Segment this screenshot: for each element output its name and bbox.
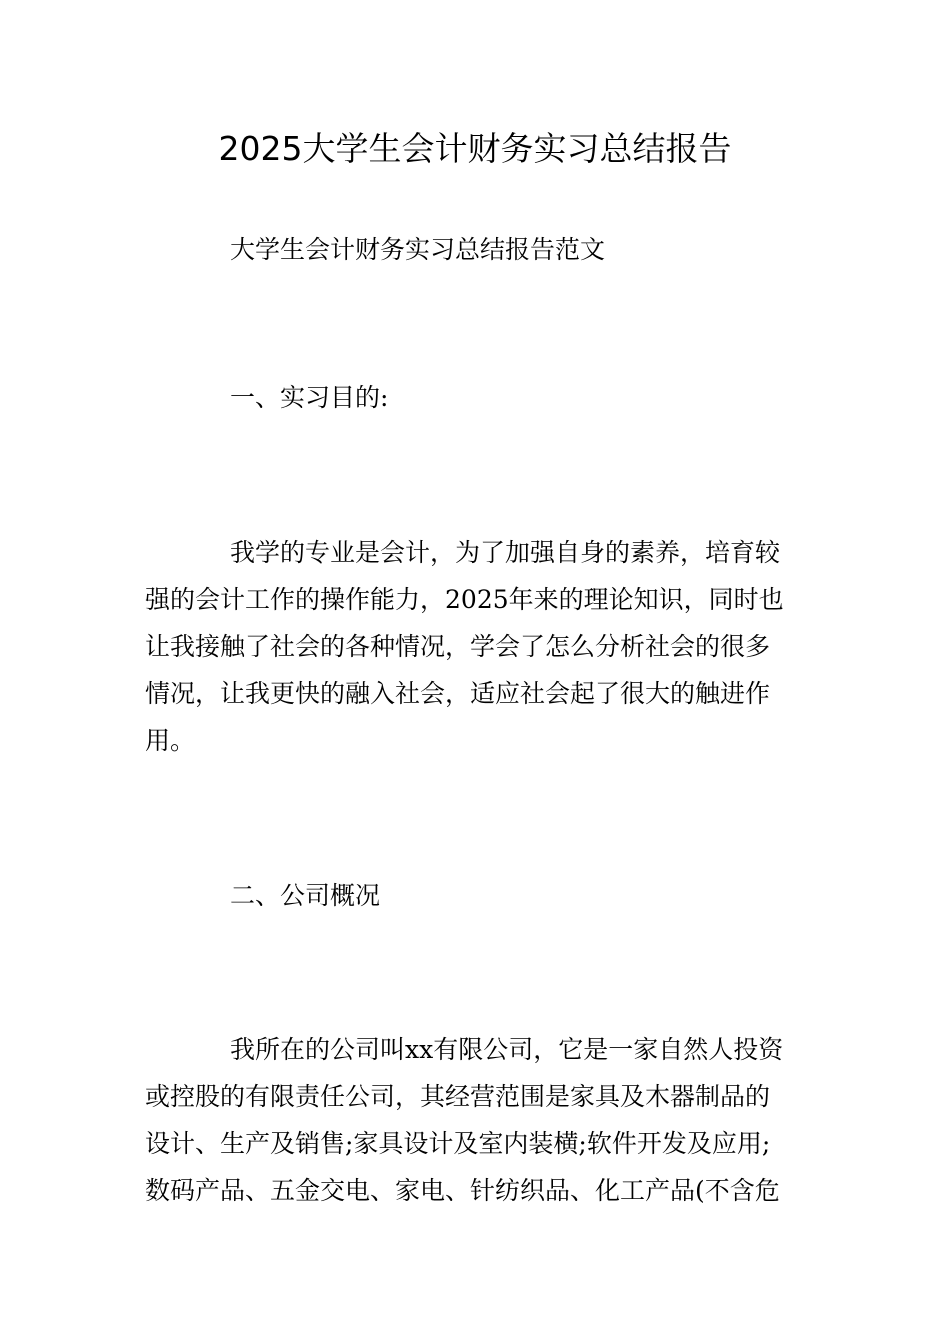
paragraph-line: 我所在的公司叫xx有限公司，它是一家自然人投资 <box>230 1035 784 1064</box>
paragraph-company <box>145 1026 810 1214</box>
paragraph-line: 强的会计工作的操作能力，2025年来的理论知识，同时也 <box>145 585 784 614</box>
paragraph-line: 设计、生产及销售;家具设计及室内装横;软件开发及应用; <box>145 1129 771 1158</box>
section-heading-company: 二、公司概况 <box>230 881 381 910</box>
paragraph-line: 我学的专业是会计，为了加强自身的素养，培育较 <box>230 538 781 567</box>
section-heading-purpose: 一、实习目的: <box>230 383 389 412</box>
document-subtitle: 大学生会计财务实习总结报告范文 <box>230 235 606 264</box>
paragraph-line: 情况，让我更快的融入社会，适应社会起了很大的触进作 <box>145 679 771 708</box>
paragraph-line: 用。 <box>145 726 196 755</box>
document-title: 2025大学生会计财务实习总结报告 <box>218 129 732 168</box>
paragraph-purpose <box>145 529 810 764</box>
paragraph-line: 数码产品、五金交电、家电、针纺织品、化工产品(不含危 <box>145 1176 780 1205</box>
paragraph-line: 让我接触了社会的各种情况，学会了怎么分析社会的很多 <box>145 632 771 661</box>
paragraph-line: 或控股的有限责任公司，其经营范围是家具及木器制品的 <box>145 1082 771 1111</box>
